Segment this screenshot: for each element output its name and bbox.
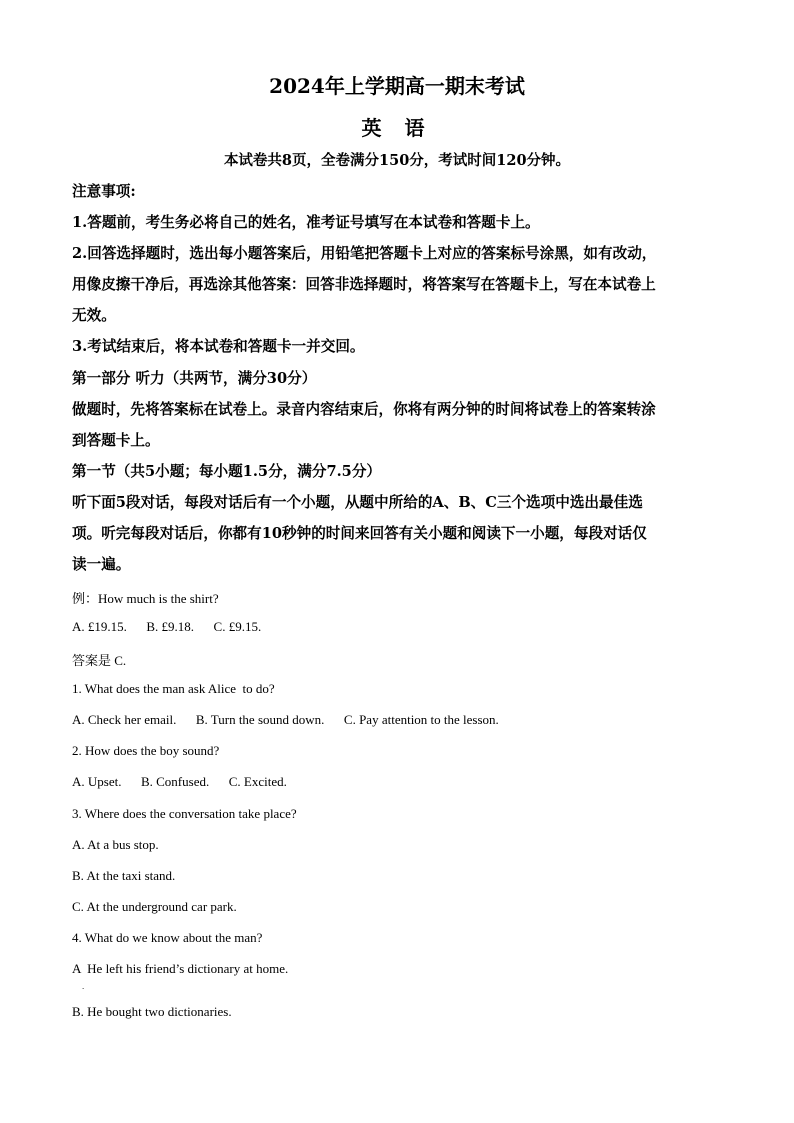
example-question: 例：How much is the shirt?	[72, 591, 219, 606]
question-2-options: A. Upset. B. Confused. C. Excited.	[72, 774, 287, 789]
part1-desc-line-2: 到答题卡上。	[72, 432, 160, 449]
section1-heading: 第一节（共5小题；每小题1.5分，满分7.5分）	[72, 463, 382, 480]
notice-item-1: 1.答题前，考生务必将自己的姓名，准考证号填写在本试卷和答题卡上。	[72, 214, 540, 231]
question-3-option-b: B. At the taxi stand.	[72, 868, 176, 883]
notice-heading: 注意事项:	[72, 183, 136, 200]
question-2: 2. How does the boy sound?	[72, 743, 220, 758]
stray-dot-mark: ·	[82, 985, 85, 993]
notice-item-2-line-1: 2.回答选择题时，选出每小题答案后，用铅笔把答题卡上对应的答案标号涂黑，如有改动，	[72, 245, 657, 262]
notice-item-2-line-2: 用像皮擦干净后，再选涂其他答案：回答非选择题时，将答案写在答题卡上，写在本试卷上	[72, 276, 656, 293]
example-options: A. £19.15. B. £9.18. C. £9.15.	[72, 619, 262, 634]
notice-item-3: 3.考试结束后，将本试卷和答题卡一并交回。	[72, 338, 365, 355]
section1-desc-line-1: 听下面5段对话，每段对话后有一个小题，从题中所给的A、B、C三个选项中选出最佳选	[72, 494, 643, 511]
part1-heading: 第一部分 听力（共两节，满分30分）	[72, 370, 317, 387]
notice-item-2-line-3: 无效。	[72, 307, 116, 324]
question-3-option-c: C. At the underground car park.	[72, 899, 237, 914]
section1-desc-line-2: 项。听完每段对话后，你都有10秒钟的时间来回答有关小题和阅读下一小题，每段对话仅	[72, 525, 647, 542]
question-1: 1. What does the man ask Alice to do?	[72, 681, 275, 696]
question-1-options: A. Check her email. B. Turn the sound down. C. Pay attention to the lesson.	[72, 712, 499, 727]
question-3: 3. Where does the conversation take place?	[72, 806, 297, 821]
example-answer: 答案是 C.	[72, 653, 127, 668]
subject-title: 英 语	[361, 116, 433, 140]
question-4-option-b: B. He bought two dictionaries.	[72, 1004, 232, 1019]
question-3-option-a: A. At a bus stop.	[72, 837, 159, 852]
exam-title: 2024年上学期高一期末考试	[269, 74, 525, 98]
section1-desc-line-3: 读一遍。	[72, 556, 131, 573]
part1-desc-line-1: 做题时，先将答案标在试卷上。录音内容结束后，你将有两分钟的时间将试卷上的答案转涂	[72, 401, 656, 418]
exam-info: 本试卷共8页，全卷满分150分，考试时间120分钟。	[223, 152, 571, 169]
question-4-option-a: A He left his friend’s dictionary at home.	[72, 961, 289, 976]
question-4: 4. What do we know about the man?	[72, 930, 263, 945]
